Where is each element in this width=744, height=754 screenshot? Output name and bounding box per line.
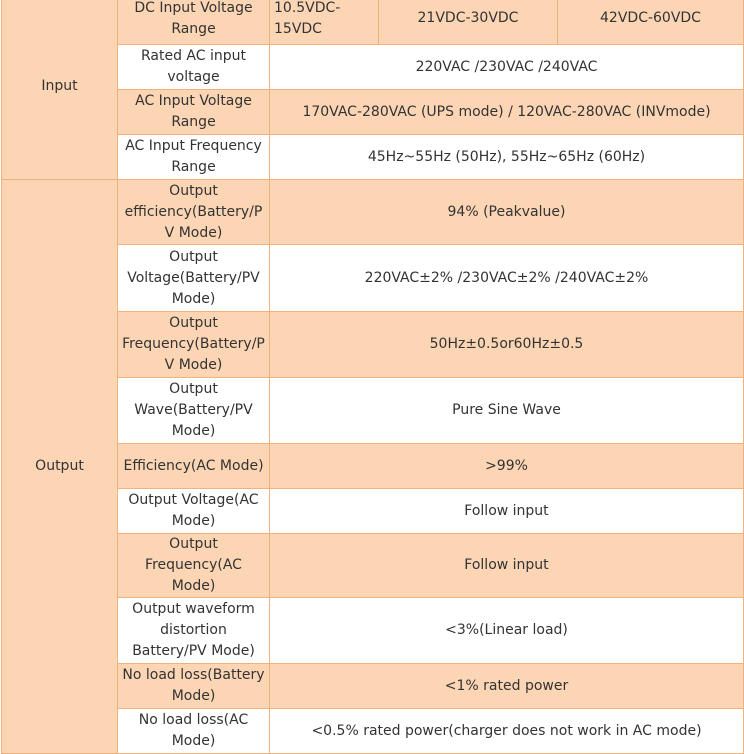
param-cell: No load loss(Battery Mode) xyxy=(118,664,270,709)
value-cell: 220VAC±2% /230VAC±2% /240VAC±2% xyxy=(270,245,744,312)
value-cell: 170VAC-280VAC (UPS mode) / 120VAC-280VAC (INVmode) xyxy=(270,90,744,135)
table-row xyxy=(2,0,744,45)
param-cell: AC Input Frequency Range xyxy=(118,135,270,180)
value-cell: 50Hz±0.5or60Hz±0.5 xyxy=(270,312,744,378)
param-cell: Rated AC input voltage xyxy=(118,45,270,90)
value-cell: 21VDC-30VDC xyxy=(379,0,558,45)
value-cell: 94% (Peakvalue) xyxy=(270,180,744,245)
param-cell: AC Input Voltage Range xyxy=(118,90,270,135)
section-label-input: Input xyxy=(2,0,118,180)
value-cell: <0.5% rated power(charger does not work in AC mode) xyxy=(270,709,744,754)
value-cell: >99% xyxy=(270,444,744,489)
param-cell: Efficiency(AC Mode) xyxy=(118,444,270,489)
section-label-output: Output xyxy=(2,180,118,754)
value-cell: <1% rated power xyxy=(270,664,744,709)
param-cell: DC Input Voltage Range xyxy=(118,0,270,45)
param-cell: Output Voltage(AC Mode) xyxy=(118,489,270,534)
value-cell: <3%(Linear load) xyxy=(270,598,744,664)
value-cell: Follow input xyxy=(270,534,744,598)
param-cell: Output efficiency(Battery/PV Mode) xyxy=(118,180,270,245)
value-cell: 10.5VDC-15VDC xyxy=(270,0,379,45)
param-cell: Output Frequency(AC Mode) xyxy=(118,534,270,598)
param-cell: Output waveform distortion Battery/PV Mode) xyxy=(118,598,270,664)
param-cell: Output Wave(Battery/PV Mode) xyxy=(118,378,270,444)
param-cell: Output Voltage(Battery/PV Mode) xyxy=(118,245,270,312)
value-cell: Follow input xyxy=(270,489,744,534)
value-cell: 45Hz~55Hz (50Hz), 55Hz~65Hz (60Hz) xyxy=(270,135,744,180)
spec-table xyxy=(1,0,744,754)
param-cell: Output Frequency(Battery/PV Mode) xyxy=(118,312,270,378)
value-cell: 42VDC-60VDC xyxy=(558,0,744,45)
value-cell: 220VAC /230VAC /240VAC xyxy=(270,45,744,90)
value-cell: Pure Sine Wave xyxy=(270,378,744,444)
table-row xyxy=(2,180,744,245)
param-cell: No load loss(AC Mode) xyxy=(118,709,270,754)
